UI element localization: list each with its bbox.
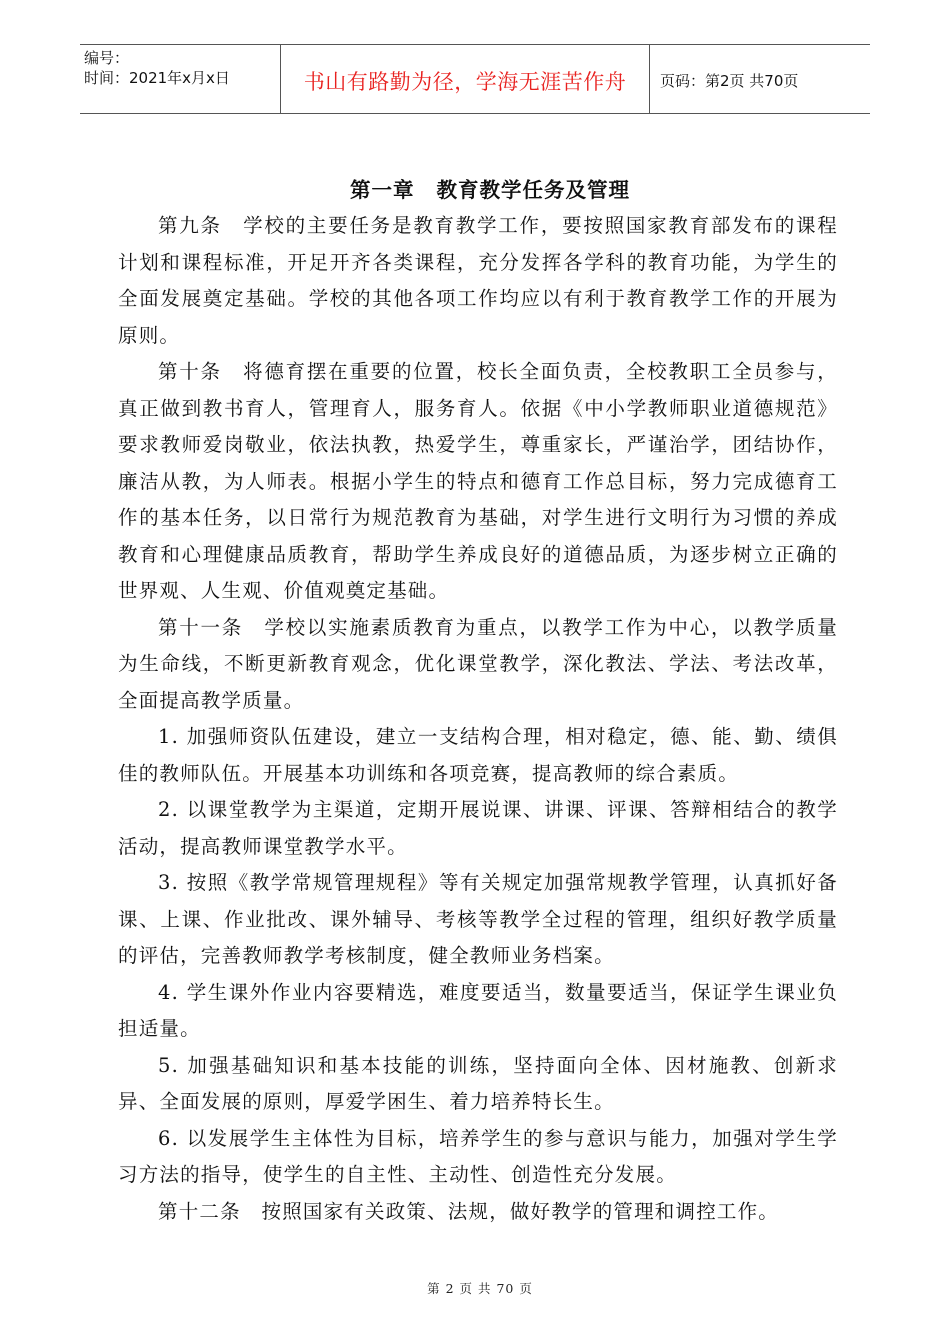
article-11-item-4: 4. 学生课外作业内容要精选，难度要适当，数量要适当，保证学生课业负担适量。 [118, 980, 838, 1040]
article-11-item-3: 3. 按照《教学常规管理规程》等有关规定加强常规教学管理，认真抓好备课、上课、作业批改、课外辅导、考核等教学全过程的管理，组织好教学质量的评估，完善教师教学考核制度，健全教师业务档案。 [118, 871, 838, 967]
article-11-item-6: 6. 以发展学生主体性为目标，培养学生的参与意识与能力，加强对学生学习方法的指导，使学生的自主性、主动性、创造性充分发展。 [118, 1126, 838, 1186]
article-10: 第十条 将德育摆在重要的位置，校长全面负责，全校教职工全员参与，真正做到教书育人，管理育人，服务育人。依据《中小学教师职业道德规范》要求教师爱岗敬业，依法执教，热爱学生，尊重家长，严谨治学，团结协作，廉洁从教，为人师表。根据小学生的特点和德育工作总目标，努力完成德育工作的基本任务，以日常行为规范教育为基础，对学生进行文明行为习惯的养成教育和心理健康品质教育，帮助学生养成良好的道德品质，为逐步树立正确的世界观、人生观、价值观奠定基础。 [118, 360, 838, 602]
header-meta [80, 45, 280, 113]
header-page-info: 页码：第2页 共70页 [660, 71, 799, 90]
page-header [80, 44, 870, 114]
chapter-name: 教育教学任务及管理 [436, 178, 630, 202]
chapter-number: 第一章 [350, 178, 415, 202]
article-11-item-5: 5. 加强基础知识和基本技能的训练，坚持面向全体、因材施教、创新求异、全面发展的原则，厚爱学困生、着力培养特长生。 [118, 1053, 838, 1113]
document-number-label: 编号： [84, 49, 130, 67]
article-11: 第十一条 学校以实施素质教育为重点，以教学工作为中心，以教学质量为生命线，不断更新教育观念，优化课堂教学，深化教法、学法、考法改革，全面提高教学质量。 [118, 615, 838, 712]
document-body [118, 172, 838, 1230]
article-11-item-1: 1. 加强师资队伍建设，建立一支结构合理，相对稳定，德、能、勤、绩俱佳的教师队伍。开展基本功训练和各项竞赛，提高教师的综合素质。 [118, 725, 838, 785]
article-11-item-2: 2. 以课堂教学为主渠道，定期开展说课、讲课、评课、答辩相结合的教学活动，提高教师课堂教学水平。 [118, 798, 838, 858]
header-motto: 书山有路勤为径，学海无涯苦作舟 [280, 45, 650, 113]
article-12: 第十二条 按照国家有关政策、法规，做好教学的管理和调控工作。 [158, 1199, 780, 1223]
document-date: 时间：2021年x月x日 [84, 69, 230, 87]
chapter-title [118, 172, 838, 208]
article-9: 第九条 学校的主要任务是教育教学工作，要按照国家教育部发布的课程计划和课程标准，开足开齐各类课程，充分发挥各学科的教育功能，为学生的全面发展奠定基础。学校的其他各项工作均应以有利于教育教学工作的开展为原则。 [118, 214, 838, 347]
page-footer: 第 2 页 共 70 页 [427, 1281, 533, 1296]
